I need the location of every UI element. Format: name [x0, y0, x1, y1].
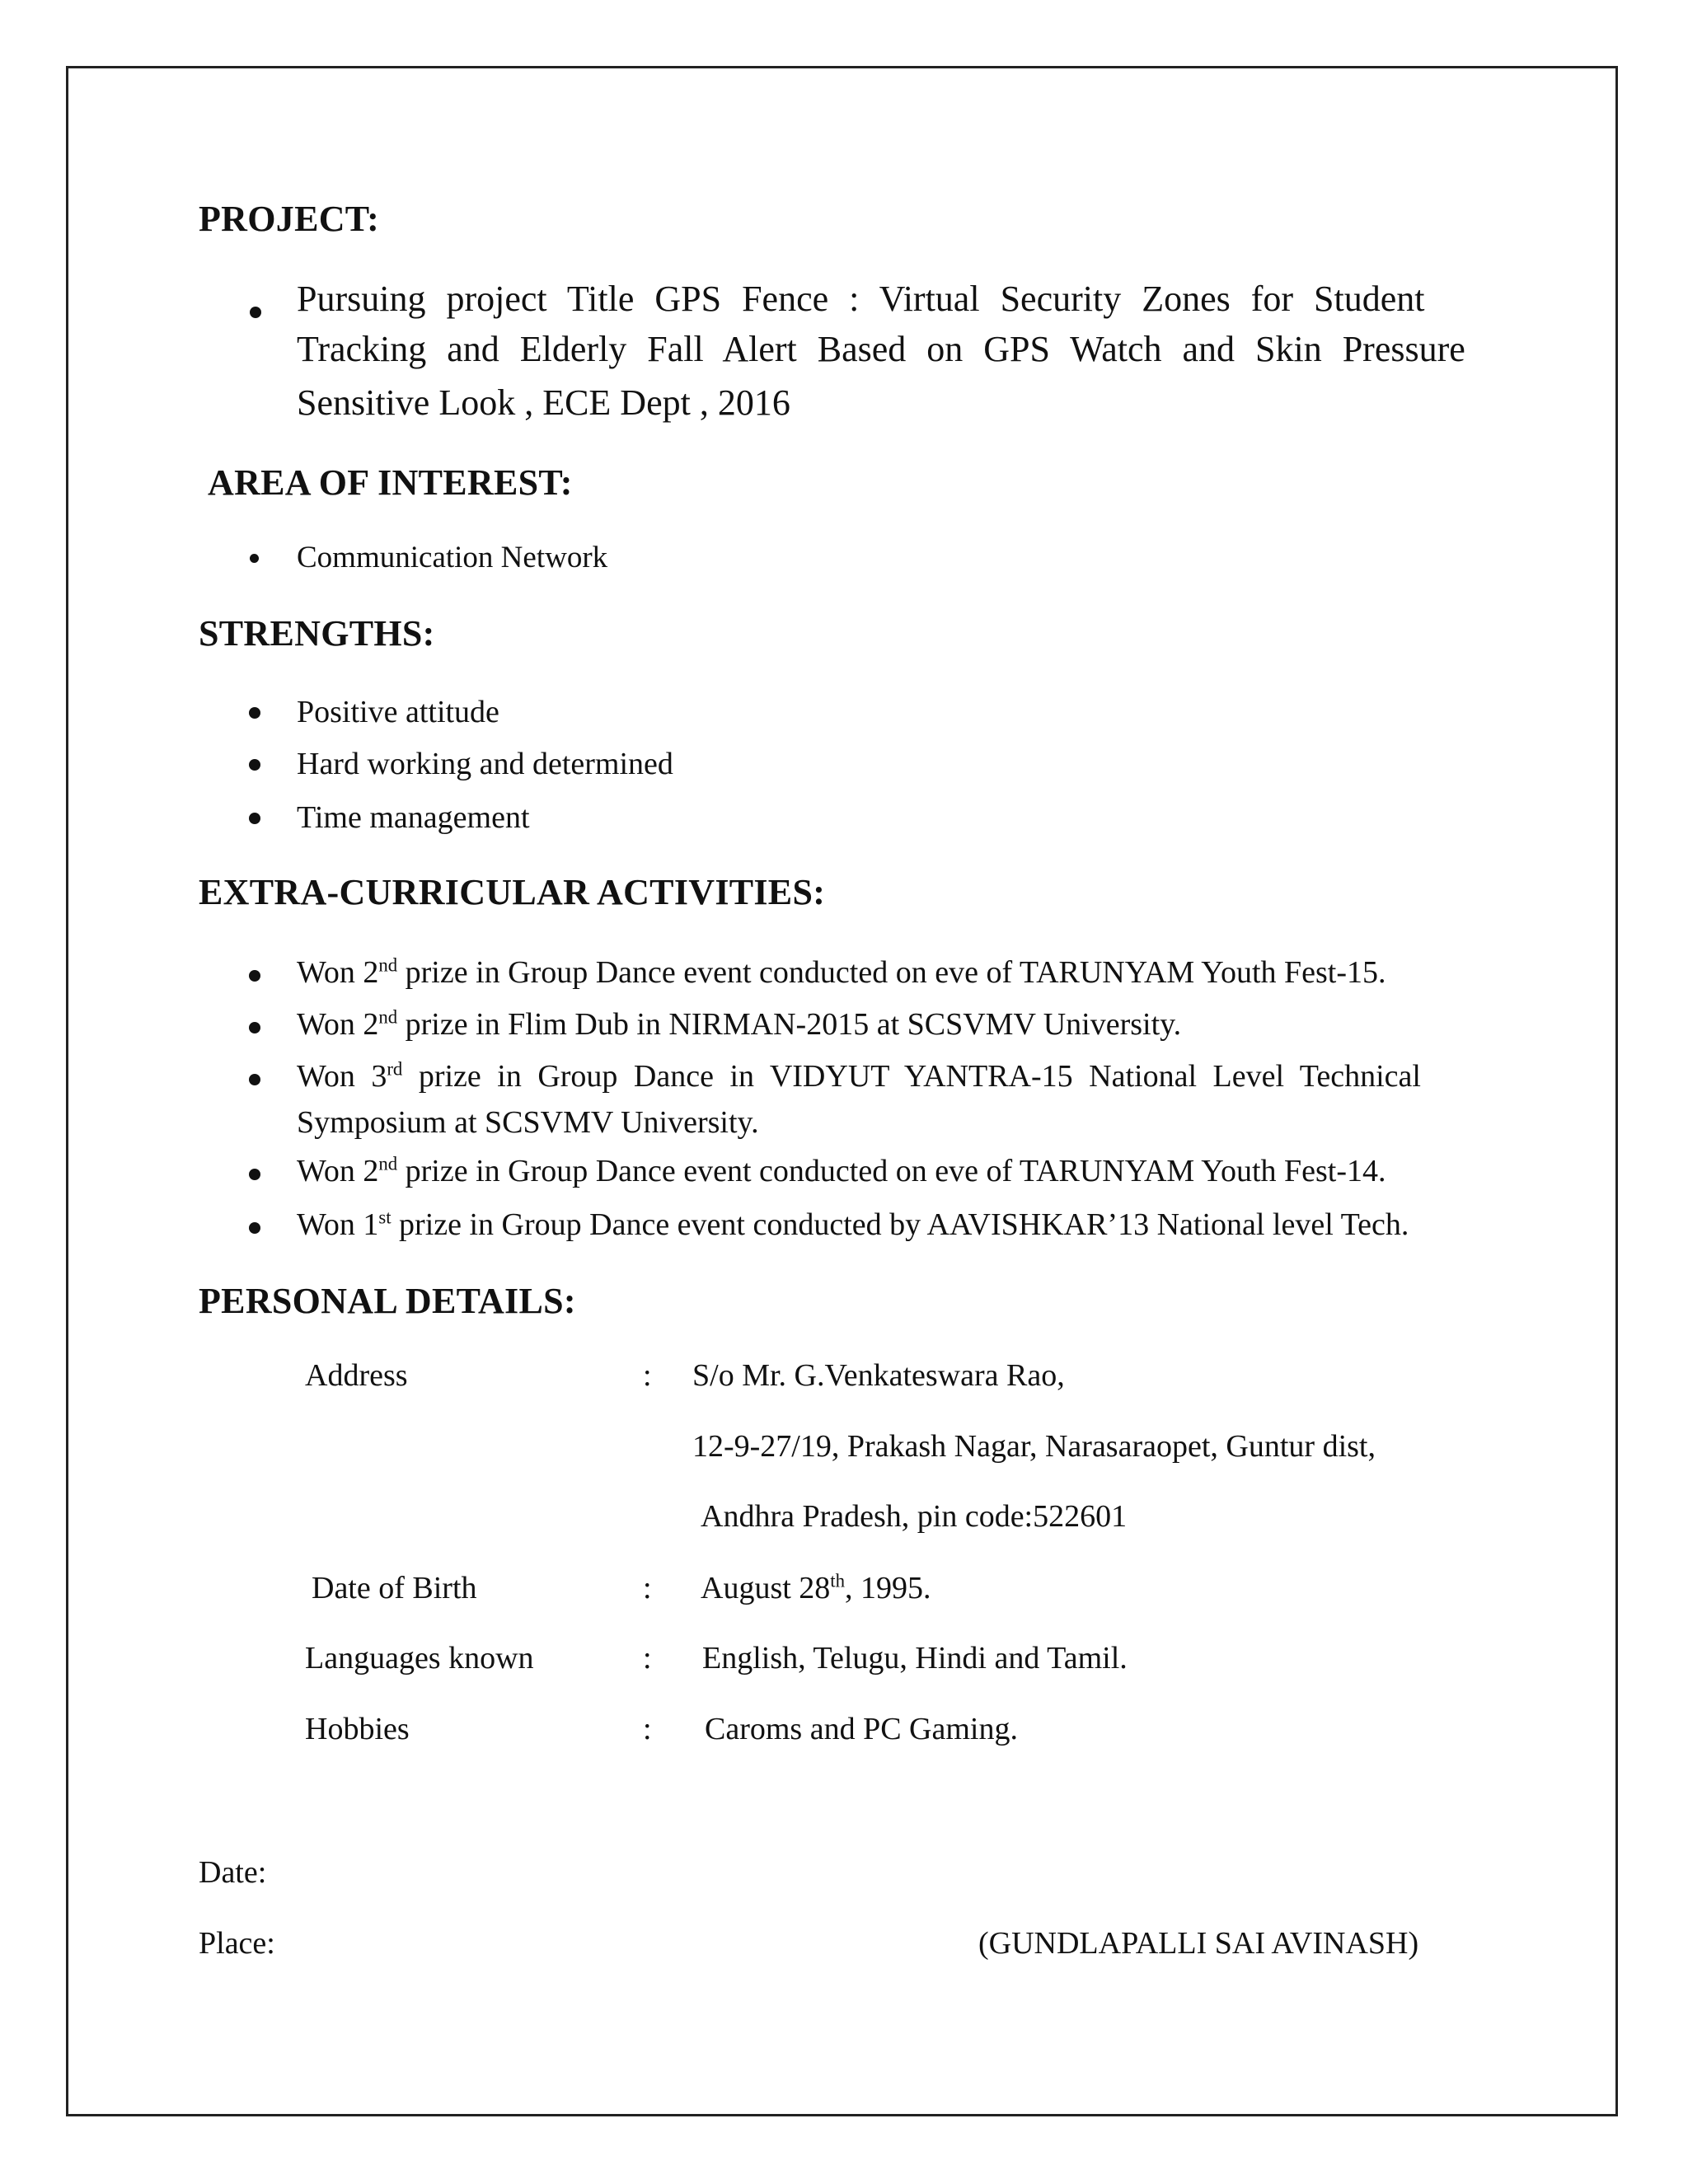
activity-text: prize in Group Dance event conducted by AAVISHKAR’13 National level Tech.: [391, 1207, 1409, 1242]
activity-item: [297, 1058, 1421, 1094]
activity-item: [297, 954, 1386, 991]
languages-value: English, Telugu, Hindi and Tamil.: [702, 1641, 1128, 1675]
activity-prefix: Won 3: [297, 1059, 387, 1094]
strength-item: Time management: [297, 800, 530, 835]
bullet-icon: [249, 970, 260, 982]
activity-prefix: Won 2: [297, 1154, 379, 1188]
dob-year: , 1995.: [845, 1571, 931, 1605]
address-line-3: Andhra Pradesh, pin code:522601: [701, 1499, 1128, 1534]
activity-text: prize in Group Dance event conducted on eve of TARUNYAM Youth Fest-14.: [397, 1154, 1386, 1188]
ordinal-suffix: th: [830, 1570, 846, 1591]
bullet-icon: [249, 707, 260, 719]
dob-text: August 28: [701, 1571, 831, 1605]
bullet-icon: [250, 307, 261, 318]
colon: :: [643, 1358, 652, 1393]
hobbies-value: Caroms and PC Gaming.: [705, 1712, 1018, 1746]
bullet-icon: [249, 1222, 260, 1234]
strength-item: Positive attitude: [297, 695, 499, 729]
languages-label: Languages known: [305, 1641, 534, 1675]
date-label: Date:: [199, 1855, 267, 1890]
strength-item: Hard working and determined: [297, 747, 673, 781]
strengths-heading: STRENGTHS:: [199, 613, 435, 654]
bullet-icon: [250, 554, 259, 563]
interest-item: Communication Network: [297, 541, 608, 574]
address-line-2: 12-9-27/19, Prakash Nagar, Narasaraopet, Guntur dist,: [692, 1429, 1376, 1464]
colon: :: [643, 1712, 652, 1746]
colon: :: [643, 1571, 652, 1605]
activity-item-continuation: Symposium at SCSVMV University.: [297, 1105, 759, 1140]
activity-text: prize in Group Dance event conducted on eve of TARUNYAM Youth Fest-15.: [397, 955, 1386, 990]
project-item-line-1: [297, 278, 1481, 320]
dob-label: Date of Birth: [312, 1571, 477, 1605]
activity-text: prize in Group Dance in VIDYUT YANTRA-15 National Level Technical: [402, 1059, 1421, 1094]
bullet-icon: [249, 813, 260, 824]
interest-heading: AREA OF INTEREST:: [208, 462, 573, 503]
hobbies-label: Hobbies: [305, 1712, 410, 1746]
activity-prefix: Won 2: [297, 1007, 379, 1042]
activities-heading: EXTRA-CURRICULAR ACTIVITIES:: [199, 872, 826, 912]
project-item-line-2: Tracking and Elderly Fall Alert Based on GPS Watch and Skin Pressure: [297, 329, 1465, 369]
bullet-icon: [249, 1074, 260, 1085]
ordinal-suffix: nd: [378, 954, 398, 976]
ordinal-suffix: st: [378, 1207, 392, 1228]
activity-text: prize in Flim Dub in NIRMAN-2015 at SCSVMV University.: [397, 1007, 1182, 1042]
address-label: Address: [305, 1358, 408, 1393]
address-line-1: S/o Mr. G.Venkateswara Rao,: [692, 1358, 1065, 1393]
ordinal-suffix: nd: [378, 1006, 398, 1028]
place-label: Place:: [199, 1926, 275, 1961]
bullet-icon: [249, 759, 260, 771]
signature-name: (GUNDLAPALLI SAI AVINASH): [978, 1926, 1419, 1961]
activity-item: [297, 1153, 1386, 1189]
activity-item: [297, 1006, 1181, 1043]
bullet-icon: [249, 1022, 260, 1033]
ordinal-suffix: nd: [378, 1153, 398, 1174]
personal-heading: PERSONAL DETAILS:: [199, 1281, 576, 1321]
activity-prefix: Won 1: [297, 1207, 379, 1242]
project-item-line-3: Sensitive Look , ECE Dept , 2016: [297, 382, 790, 423]
activity-item: [297, 1207, 1409, 1243]
project-line-1-text: Pursuing project Title GPS Fence : Virtual Security Zones for Student: [297, 279, 1425, 319]
colon: :: [643, 1641, 652, 1675]
project-heading: PROJECT:: [199, 199, 380, 239]
activity-prefix: Won 2: [297, 955, 379, 990]
dob-value: [701, 1570, 931, 1606]
ordinal-suffix: rd: [387, 1058, 403, 1080]
bullet-icon: [249, 1169, 260, 1180]
